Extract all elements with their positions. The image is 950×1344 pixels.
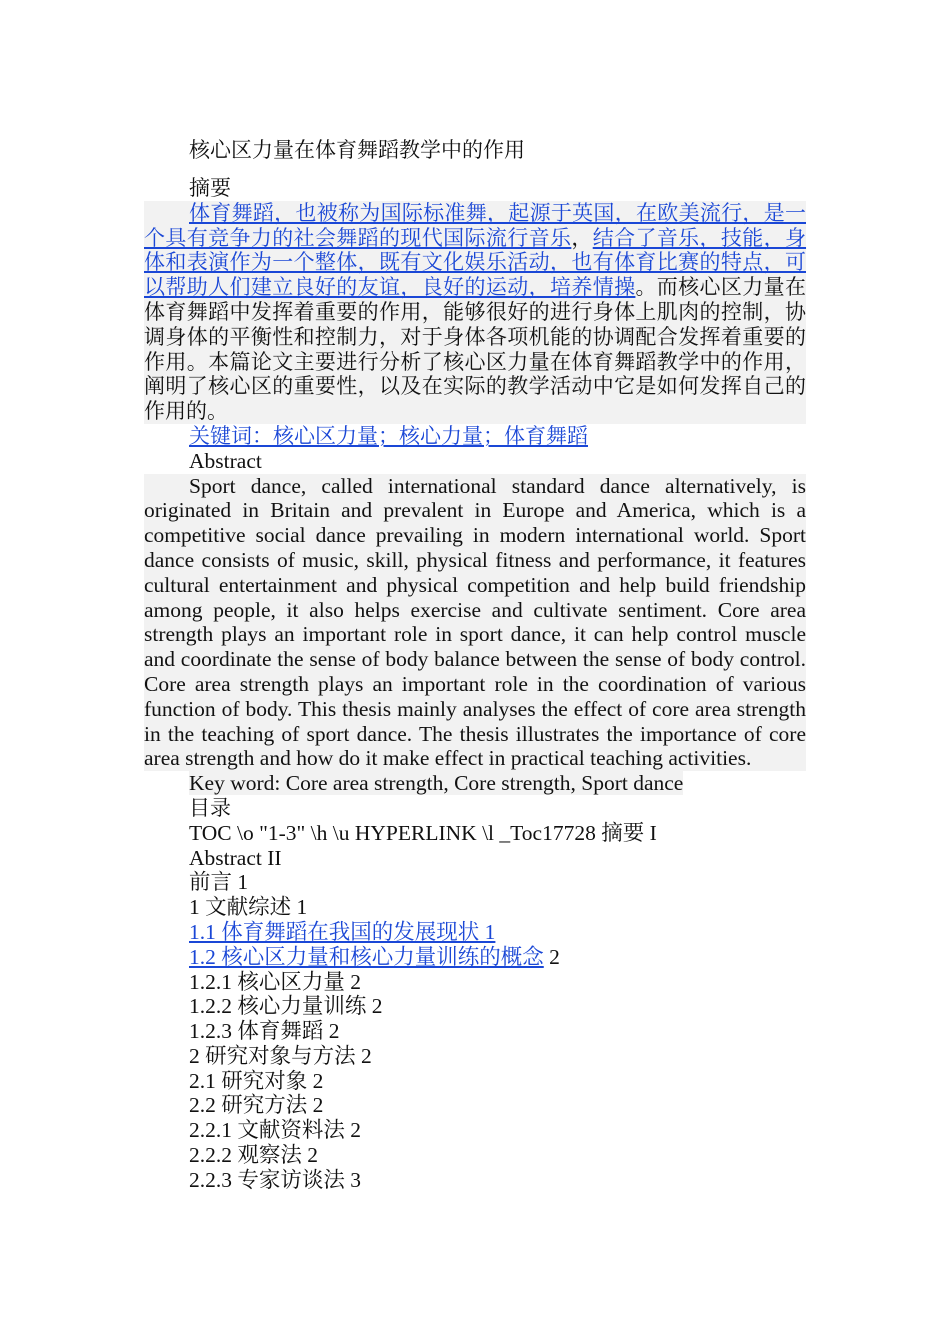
keywords-en: Key word: Core area strength, Core strength, Sport dance <box>189 771 684 796</box>
abstract-en-paragraph: Sport dance, called international standard dance alternatively, is originated in Britain and prevalent in Europe and America, which is a competitive social dance prevailing in modern international world. Sport dance consists of music, skill, physical fitness and performance, it features cultural entertainment and physical competition and help build friendship among people, it also helps exercise and cultivate sentiment. Core area strength plays an important role in sport dance, it can help control muscle and coordinate the sense of body balance between the sense of body control. Core area strength plays an important role in the coordination of various function of body. This thesis mainly analyses the effect of core area strength in the teaching of sport dance. The thesis illustrates the importance of core area strength and how do it make effect in practical teaching activities. <box>144 473 806 771</box>
toc-entry: 1 文献综述 1 <box>189 895 308 920</box>
toc-entry[interactable] <box>189 920 806 945</box>
abstract-cn-rest: 。而核心区力量在体育舞蹈中发挥着重要的作用，能够很好的进行身体上肌肉的控制，协调身体的平衡性和控制力，对于身体各项机能的协调配合发挥着重要的作用。本篇论文主要进行分析了核心区力量在体育舞蹈教学中的作用，阐明了核心区的重要性，以及在实际的教学活动中它是如何发挥自己的作用的。 <box>144 275 807 424</box>
toc-entry: 1.2.2 核心力量训练 2 <box>189 994 383 1019</box>
toc-heading: 目录 <box>189 795 231 820</box>
toc-entry-link[interactable]: 1.2 核心区力量和核心力量训练的概念 <box>189 944 544 969</box>
toc-entry: 2.2.3 专家访谈法 3 <box>189 1167 362 1192</box>
keywords-cn-line <box>144 424 806 449</box>
toc-field-line: TOC \o "1-3" \h \u HYPERLINK \l _Toc17728 摘要 I <box>189 820 657 845</box>
toc-entry: 2 研究对象与方法 2 <box>189 1043 372 1068</box>
toc-entry-page: 2 <box>543 944 560 969</box>
toc-list <box>144 846 806 1193</box>
document-title: 核心区力量在体育舞蹈教学中的作用 <box>189 138 525 162</box>
keywords-en-line <box>144 771 806 796</box>
keywords-cn-link[interactable]: 关键词：核心区力量；核心力量；体育舞蹈 <box>189 423 588 448</box>
toc-entry[interactable] <box>189 945 806 970</box>
toc-entry: 1.2.3 体育舞蹈 2 <box>189 1019 340 1044</box>
abstract-cn-heading: 摘要 <box>189 176 231 200</box>
toc-entry-link[interactable]: 1.1 体育舞蹈在我国的发展现状 1 <box>189 919 496 944</box>
toc-entry: 1.2.1 核心区力量 2 <box>189 969 362 994</box>
document-page <box>144 136 806 1193</box>
toc-entry: 2.2.1 文献资料法 2 <box>189 1118 362 1143</box>
toc-entry: 前言 1 <box>189 870 249 895</box>
toc-entry: 2.2 研究方法 2 <box>189 1093 324 1118</box>
abstract-cn-paragraph <box>144 201 806 424</box>
abstract-cn-link[interactable]: 体育舞蹈，也被称为国际标准舞，起源于英国，在欧美流行，是一个具有竞争力的社会舞蹈的现代国际流行音乐 <box>144 200 806 250</box>
abstract-cn-link-2[interactable]: 结合了音乐，技能，身体和表演作为一个整体，既有文化娱乐活动，也有体育比赛的特点，可以帮助人们建立良好的友谊，良好的运动，培养情操 <box>144 225 807 300</box>
toc-entry: 2.1 研究对象 2 <box>189 1068 324 1093</box>
abstract-cn-separator: ， <box>571 225 593 250</box>
abstract-en-heading: Abstract <box>189 448 262 473</box>
toc-entry: Abstract II <box>189 845 282 870</box>
toc-entry: 2.2.2 观察法 2 <box>189 1143 319 1168</box>
